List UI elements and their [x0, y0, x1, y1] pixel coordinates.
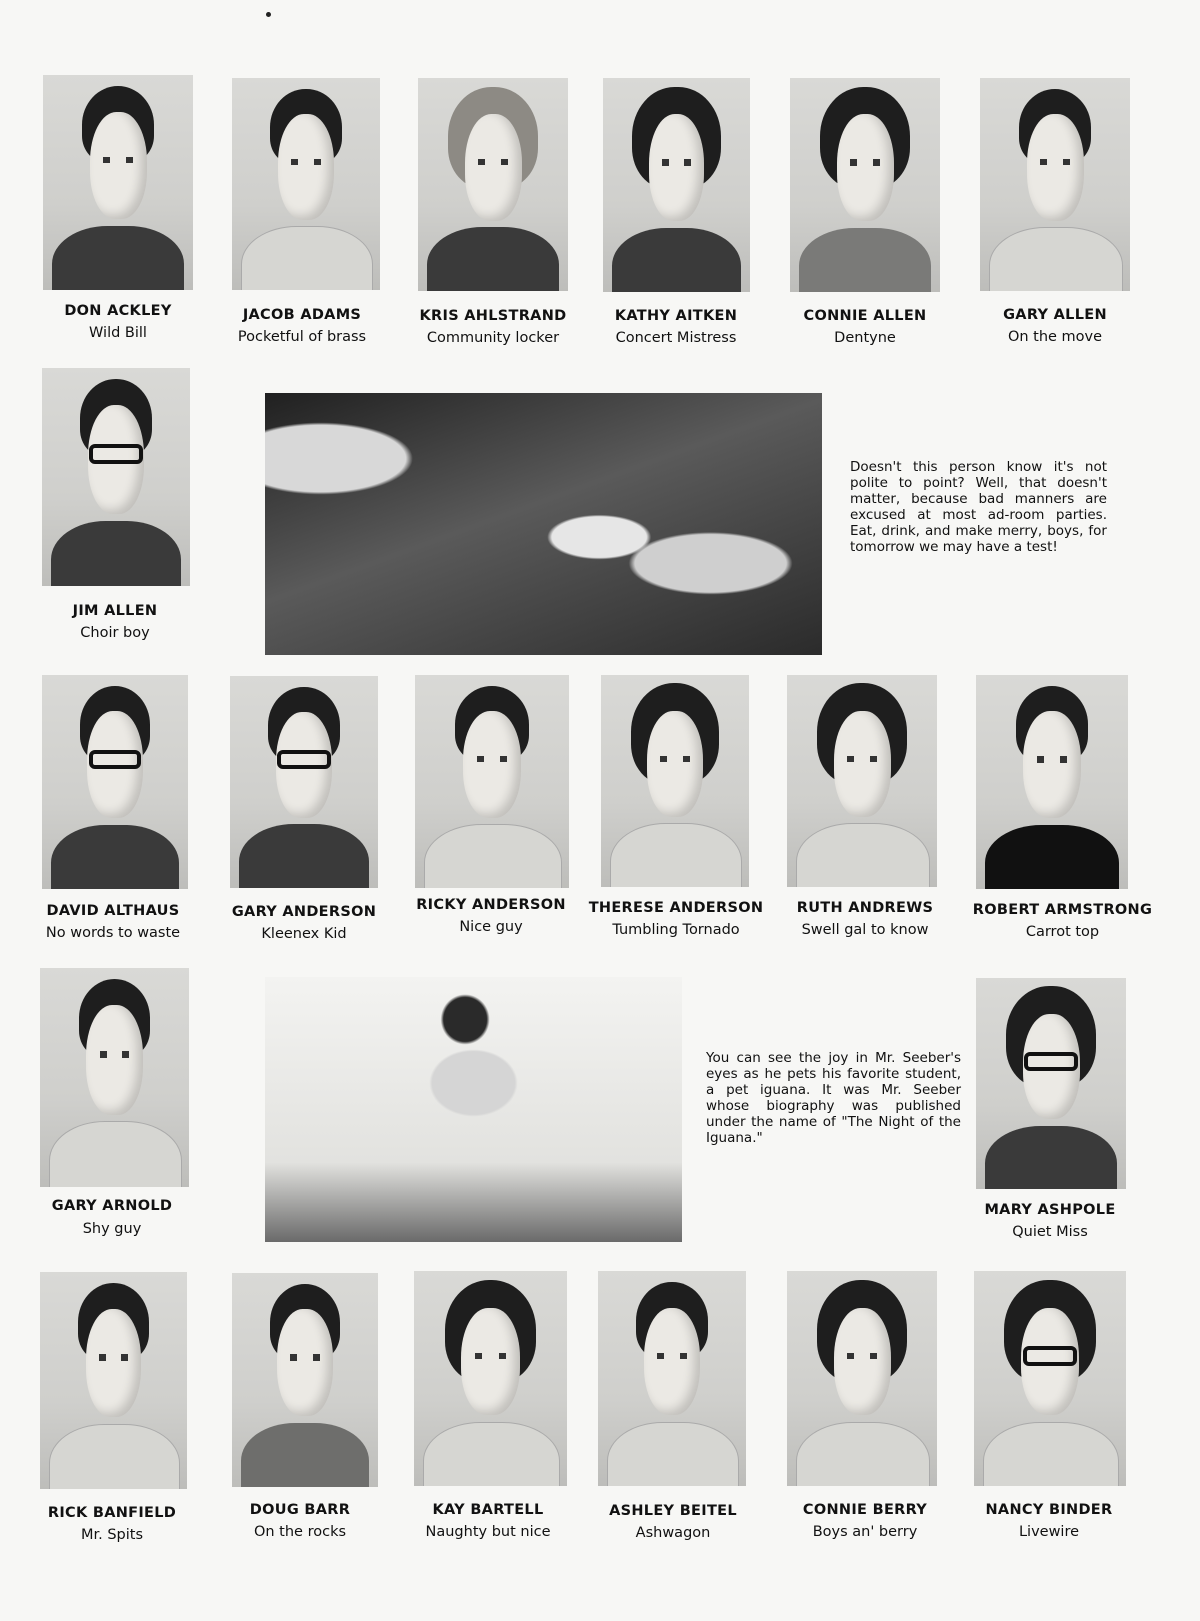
student-nickname: No words to waste: [45, 925, 181, 941]
portrait-photo: [598, 1271, 746, 1486]
iguana-candid-photo: [265, 977, 682, 1242]
student-name: KRIS AHLSTRAND: [419, 308, 567, 324]
portrait-photo: [415, 675, 569, 888]
student-name: JIM ALLEN: [72, 603, 158, 619]
student-nickname: Shy guy: [82, 1221, 142, 1237]
portrait-photo: [601, 675, 749, 887]
portrait-photo: [232, 1273, 378, 1487]
portrait-photo: [976, 675, 1128, 889]
student-nickname: Concert Mistress: [615, 330, 737, 346]
portrait-photo: [418, 78, 568, 291]
ink-dot: [266, 12, 271, 17]
student-nickname: On the rocks: [253, 1524, 347, 1540]
student-nickname: On the move: [1007, 329, 1103, 345]
student-name: GARY ARNOLD: [51, 1198, 173, 1214]
portrait-photo: [603, 78, 750, 292]
student-nickname: Dentyne: [834, 330, 896, 346]
student-nickname: Community locker: [426, 330, 560, 346]
student-name: CONNIE ALLEN: [803, 308, 927, 324]
student-nickname: Carrot top: [1025, 924, 1100, 940]
student-name: KATHY AITKEN: [614, 308, 738, 324]
portrait-photo: [42, 675, 188, 889]
student-name: THERESE ANDERSON: [588, 900, 764, 916]
portrait-photo: [42, 368, 190, 586]
portrait-photo: [790, 78, 940, 292]
student-nickname: Tumbling Tornado: [612, 922, 740, 938]
student-name: JACOB ADAMS: [242, 307, 362, 323]
portrait-photo: [40, 968, 189, 1187]
student-name: DAVID ALTHAUS: [46, 903, 180, 919]
portrait-photo: [980, 78, 1130, 291]
party-photo-caption: Doesn't this person know it's not polite to point? Well, that doesn't matter, because bad manners are excused at most ad-room parties. Eat, drink, and make merry, boys, for tomorrow we may have a test!: [850, 459, 1107, 555]
student-nickname: Ashwagon: [635, 1525, 711, 1541]
student-name: RUTH ANDREWS: [796, 900, 934, 916]
student-name: RICKY ANDERSON: [416, 897, 566, 913]
student-nickname: Wild Bill: [89, 325, 147, 341]
portrait-photo: [414, 1271, 567, 1486]
student-nickname: Quiet Miss: [1012, 1224, 1088, 1240]
student-name: KAY BARTELL: [432, 1502, 544, 1518]
student-name: GARY ALLEN: [1003, 307, 1107, 323]
student-name: RICK BANFIELD: [47, 1505, 177, 1521]
student-name: ASHLEY BEITEL: [609, 1503, 737, 1519]
portrait-photo: [40, 1272, 187, 1489]
portrait-photo: [974, 1271, 1126, 1486]
portrait-photo: [976, 978, 1126, 1189]
party-candid-photo: [265, 393, 822, 655]
student-nickname: Mr. Spits: [80, 1527, 144, 1543]
student-name: DOUG BARR: [249, 1502, 351, 1518]
student-nickname: Swell gal to know: [801, 922, 929, 938]
student-nickname: Boys an' berry: [812, 1524, 918, 1540]
portrait-photo: [230, 676, 378, 888]
student-name: GARY ANDERSON: [231, 904, 377, 920]
portrait-photo: [787, 1271, 937, 1486]
student-name: DON ACKLEY: [64, 303, 172, 319]
student-nickname: Pocketful of brass: [237, 329, 367, 345]
student-nickname: Naughty but nice: [425, 1524, 551, 1540]
student-nickname: Kleenex Kid: [261, 926, 347, 942]
iguana-photo-caption: You can see the joy in Mr. Seeber's eyes as he pets his favorite student, a pet iguana. It was Mr. Seeber whose biography was published under the name of "The Night of the Iguana.": [706, 1050, 961, 1146]
student-nickname: Nice guy: [459, 919, 523, 935]
student-nickname: Choir boy: [80, 625, 150, 641]
student-name: NANCY BINDER: [985, 1502, 1113, 1518]
student-name: CONNIE BERRY: [802, 1502, 928, 1518]
portrait-photo: [232, 78, 380, 290]
student-name: MARY ASHPOLE: [984, 1202, 1116, 1218]
portrait-photo: [43, 75, 193, 290]
student-nickname: Livewire: [1018, 1524, 1080, 1540]
portrait-photo: [787, 675, 937, 887]
student-name: ROBERT ARMSTRONG: [972, 902, 1153, 918]
